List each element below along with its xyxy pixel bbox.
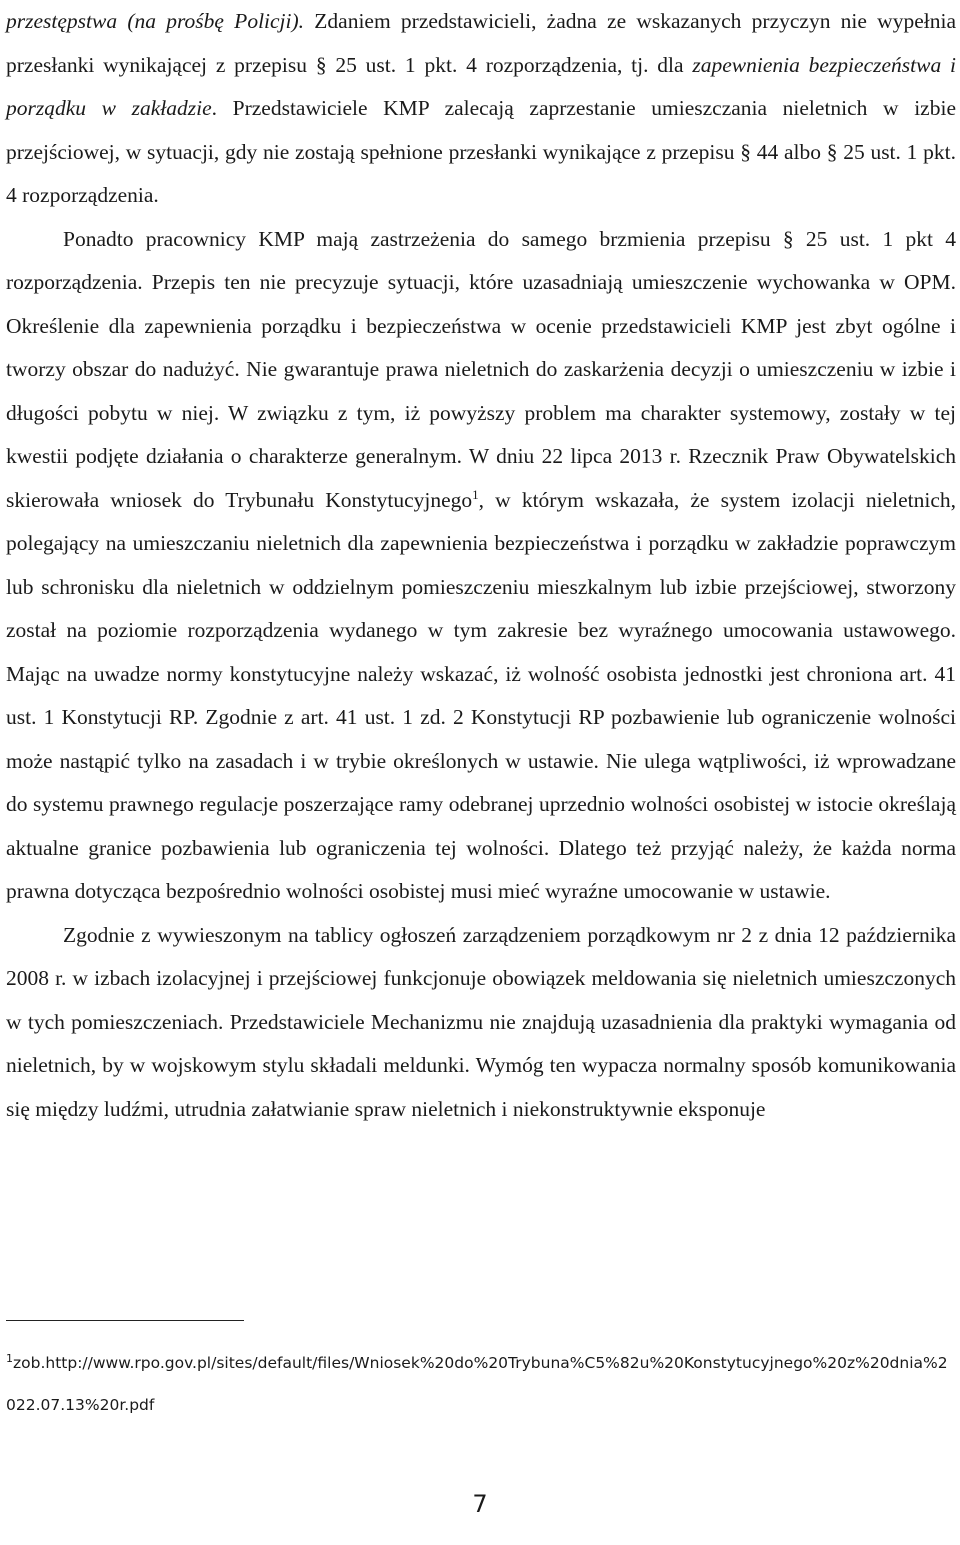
- text-segment: 44 albo: [750, 139, 827, 164]
- section-sign: §: [782, 226, 794, 251]
- text-segment: 25 ust. 1 pkt 4 rozporządzenia. Przepis ten nie precyzuje sytuacji, które uzasadniają umieszczenie wychowanka w OPM. Określenie dla zapewnienia porządku i bezpieczeństwa w ocenie przedstawicieli KMP jest zbyt ogólne i tworzy obszar do nadużyć. Nie gwarantuje prawa nieletnich do zaskarżenia decyzji o umieszczeniu w izbie i długości pobytu w niej. W związku z tym, iż powyższy problem ma charakter systemowy, zostały w tej kwestii podjęte działania o charakterze generalnym. W dniu 22 lipca 2013 r. Rzecznik Praw Obywatelskich skierowała wniosek do Trybunału Konstytucyjnego: [6, 226, 956, 512]
- page-number: 7: [472, 1490, 488, 1518]
- text-segment: 25 ust. 1 pkt. 4 rozporządzenia, tj. dla: [326, 52, 693, 77]
- text-segment: . Przedstawiciele KMP zalecają zaprzestanie umieszczania nieletnich w izbie przejściowej, w sytuacji, gdy nie zostają spełnione przesłanki wynikające z przepisu: [6, 96, 956, 164]
- text-segment: Ponadto pracownicy KMP mają zastrzeżenia do samego brzmienia przepisu: [63, 226, 783, 251]
- text-segment: , w którym wskazała, że system izolacji nieletnich, polegający na umieszczaniu nieletnich dla zapewnienia bezpieczeństwa i porządku w zakładzie poprawczym lub schronisku dla nieletnich w oddzielnym pomieszczeniu mieszkalnym lub izbie przejściowej, stworzony został na poziomie rozporządzenia wydanego w tym zakresie bez wyraźnego umocowania ustawowego. Mając na uwadze normy konstytucyjne należy wskazać, iż wolność osobista jednostki jest chroniona art. 41 ust. 1 Konstytucji RP. Zgodnie z art. 41 ust. 1 zd. 2 Konstytucji RP pozbawienie lub ograniczenie wolności może nastąpić tylko na zasadach i w trybie określonych w ustawie. Nie ulega wątpliwości, iż wprowadzane do systemu prawnego regulacje poszerzające ramy odebranej uprzednio wolności osobistej w istocie określają aktualne granice pozbawienia lub ograniczenia tej wolności. Dlatego też przyjąć należy, że każda norma prawna dotycząca bezpośrednio wolności osobistej musi mieć wyraźne umocowanie w ustawie.: [6, 487, 956, 903]
- text-segment: 25 ust. 1 pkt. 4 rozporządzenia.: [6, 139, 956, 207]
- italic-text: przestępstwa (na prośbę Policji).: [6, 9, 305, 33]
- footnote-reference: 1: [472, 486, 479, 502]
- section-sign: §: [826, 139, 838, 164]
- text-segment: Zdaniem przedstawicieli, żadna ze wskazanych przyczyn nie wypełnia przesłanki wynikającej z przepisu: [6, 9, 956, 77]
- body-text: [6, 0, 956, 1131]
- paragraph: [6, 914, 956, 1132]
- footnote-separator: [6, 1320, 244, 1321]
- text-segment: Zgodnie z wywieszonym na tablicy ogłoszeń zarządzeniem porządkowym nr 2 z dnia 12 października 2008 r. w izbach izolacyjnej i przejściowej funkcjonuje obowiązek meldowania się nieletnich umieszczonych w tych pomieszczeniach. Przedstawiciele Mechanizmu nie znajdują uzasadnienia dla praktyki wymagania od nieletnich, by w wojskowym stylu składali meldunki. Wymóg ten wypacza normalny sposób komunikowania się między ludźmi, utrudnia załatwianie spraw nieletnich i niekonstruktywnie eksponuje: [6, 922, 956, 1121]
- footnote-link[interactable]: zob.http://www.rpo.gov.pl/sites/default/files/Wniosek%20do%20Trybuna%C5%82u%20Konstytucyjnego%20z%20dnia%2022.07.13%20r.pdf: [6, 1354, 948, 1414]
- section-sign: §: [315, 52, 327, 77]
- paragraph: [6, 0, 956, 218]
- footnote-marker: 1: [6, 1351, 13, 1365]
- footnote: [6, 1342, 956, 1426]
- section-sign: §: [740, 139, 751, 164]
- paragraph: [6, 218, 956, 914]
- italic-text: zapewnienia bezpieczeństwa i porządku w zakładzie: [6, 52, 956, 120]
